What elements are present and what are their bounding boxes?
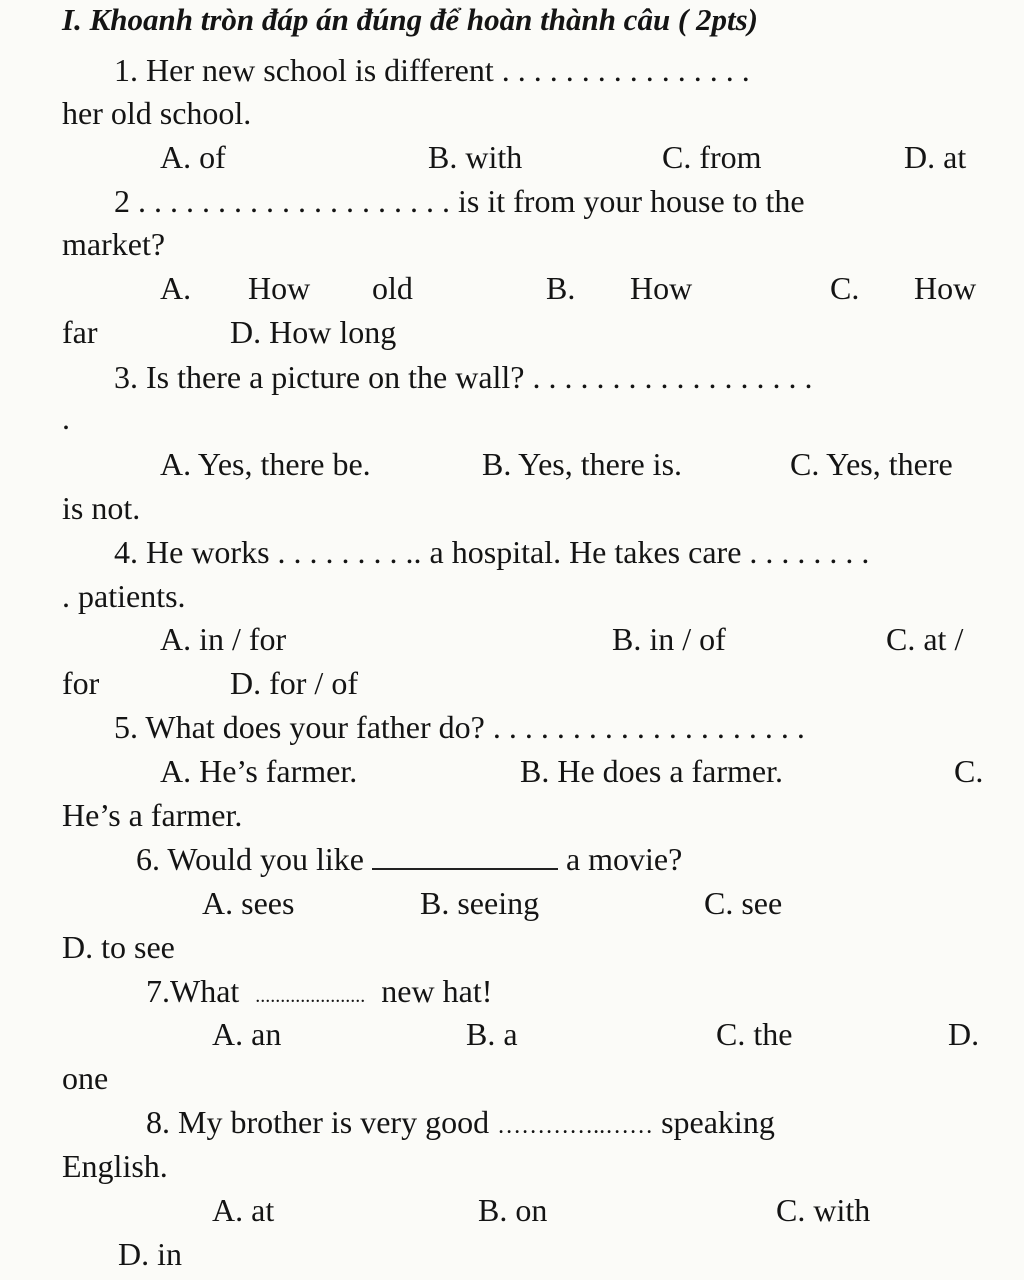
question-2-stem-cont: market?	[62, 226, 166, 262]
question-3-option-a: A. Yes, there be.	[160, 446, 371, 482]
question-5-blank: . . . . . . . . . . . . . . . . . . . .	[492, 709, 805, 745]
question-2-blank: . . . . . . . . . . . . . . . . . . . .	[138, 183, 450, 219]
question-7-blank: ......................	[255, 985, 366, 1007]
question-5-option-c-cont: He’s a farmer.	[62, 797, 243, 833]
question-8-option-b: B. on	[478, 1192, 548, 1228]
question-4-option-a: A. in / for	[160, 621, 287, 657]
question-4-blank-2: . . . . . . . .	[749, 534, 870, 570]
question-2-option-d: D. How long	[230, 314, 397, 350]
question-1-option-d: D. at	[904, 139, 967, 175]
section-title: I. Khoanh tròn đáp án đúng để hoàn thành câu ( 2pts)	[62, 2, 759, 37]
question-6-option-d: D. to see	[62, 929, 175, 965]
question-2-option-c-word: How	[914, 270, 977, 306]
question-1-option-c: C. from	[662, 139, 762, 175]
question-8-option-c: C. with	[776, 1192, 871, 1228]
question-6-option-c: C. see	[704, 885, 783, 921]
question-7-option-d-cont: one	[62, 1060, 109, 1096]
question-2-stem	[114, 181, 805, 221]
question-6-stem	[136, 839, 682, 879]
question-1-stem-cont: her old school.	[62, 95, 252, 131]
question-5-text: 5. What does your father do?	[114, 709, 493, 745]
question-8-stem	[146, 1102, 775, 1142]
question-1-stem	[114, 50, 750, 90]
question-4-option-b: B. in / of	[612, 621, 726, 657]
question-8-option-d: D. in	[118, 1236, 182, 1272]
question-2-option-c-cont: far	[62, 314, 98, 350]
question-8-text: 8. My brother is very good	[146, 1104, 498, 1140]
question-7-stem	[146, 971, 492, 1011]
question-7-option-a: A. an	[212, 1016, 282, 1052]
question-4-stem	[114, 532, 869, 572]
question-4-option-c-cont: for	[62, 665, 100, 701]
question-1-option-b: B. with	[428, 139, 523, 175]
question-4-stem-cont: . patients.	[62, 578, 186, 614]
question-4-option-d: D. for / of	[230, 665, 358, 701]
question-8-stem-cont: English.	[62, 1148, 168, 1184]
question-3-blank-cont: .	[62, 400, 70, 436]
question-5-option-b: B. He does a farmer.	[520, 753, 784, 789]
question-7-text-end: new hat!	[365, 973, 493, 1009]
question-8-text-end: speaking	[653, 1104, 775, 1140]
question-2-text: is it from your house to the	[450, 183, 805, 219]
question-2-option-b-letter: B.	[546, 270, 576, 306]
question-7-option-b: B. a	[466, 1016, 518, 1052]
question-6-text-end: a movie?	[557, 841, 683, 877]
question-1-option-a: A. of	[160, 139, 226, 175]
question-3-option-c: C. Yes, there	[790, 446, 953, 482]
question-4-text: 4. He works	[114, 534, 278, 570]
question-7-option-d: D.	[948, 1016, 980, 1052]
question-2-number: 2	[114, 183, 138, 219]
question-2-option-a-word2: old	[372, 270, 413, 306]
question-1-text: 1. Her new school is different	[114, 52, 502, 88]
question-5-stem	[114, 707, 805, 747]
question-5-option-a: A. He’s farmer.	[160, 753, 358, 789]
question-5-option-c: C.	[954, 753, 984, 789]
question-2-option-a-letter: A.	[160, 270, 192, 306]
cropped-next-line	[56, 1268, 956, 1280]
question-8-blank: …………..……	[497, 1113, 654, 1139]
question-2-option-c-letter: C.	[830, 270, 860, 306]
question-4-blank-1: . . . . . . . . ..	[277, 534, 422, 570]
question-6-text: 6. Would you like	[136, 841, 372, 877]
question-6-option-b: B. seeing	[420, 885, 540, 921]
question-2-option-b-word: How	[630, 270, 693, 306]
question-4-text-mid: a hospital. He takes care	[421, 534, 750, 570]
question-7-text: 7.What	[146, 973, 256, 1009]
question-6-option-a: A. sees	[202, 885, 295, 921]
question-3-stem	[114, 357, 813, 397]
question-2-option-a-word1: How	[248, 270, 311, 306]
question-6-blank-line	[372, 842, 558, 870]
question-3-text: 3. Is there a picture on the wall?	[114, 359, 533, 395]
question-8-option-a: A. at	[212, 1192, 275, 1228]
question-1-blank: . . . . . . . . . . . . . . . .	[501, 52, 750, 88]
question-3-option-b: B. Yes, there is.	[482, 446, 683, 482]
question-4-option-c: C. at /	[886, 621, 964, 657]
question-3-blank: . . . . . . . . . . . . . . . . . .	[532, 359, 813, 395]
question-7-option-c: C. the	[716, 1016, 793, 1052]
question-3-option-c-cont: is not.	[62, 490, 141, 526]
